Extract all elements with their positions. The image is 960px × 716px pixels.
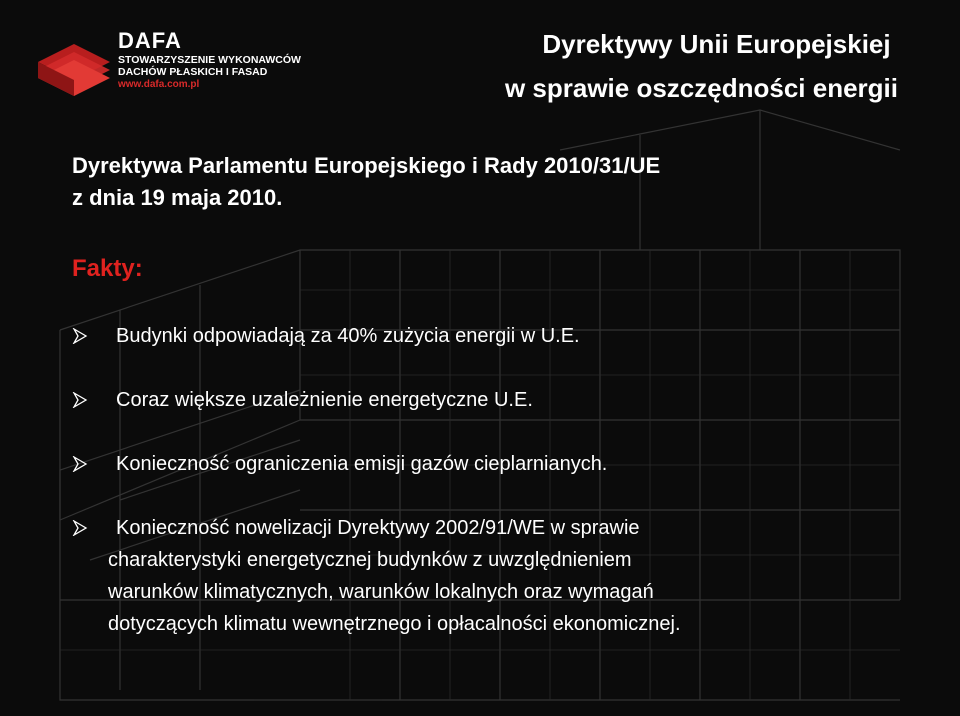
- arrowhead-bullet-icon: [72, 456, 88, 472]
- logo-org-line-2: DACHÓW PŁASKICH I FASAD: [118, 66, 268, 78]
- long-bullet-line-1: Konieczność nowelizacji Dyrektywy 2002/91/WE w sprawie: [116, 517, 640, 539]
- list-item: [72, 384, 932, 416]
- list-item: [72, 320, 932, 352]
- facts-heading: Fakty:: [72, 255, 143, 282]
- bullet-text: Coraz większe uzależnienie energetyczne U.E.: [116, 389, 533, 411]
- list-item: [72, 512, 932, 640]
- arrowhead-bullet-icon: [72, 328, 88, 344]
- logo-brand: DAFA: [118, 28, 182, 53]
- arrowhead-bullet-icon: [72, 392, 88, 408]
- directive-line-2: z dnia 19 maja 2010.: [72, 185, 283, 210]
- logo-url: www.dafa.com.pl: [118, 79, 200, 90]
- list-item: [72, 448, 932, 480]
- title-line-2: w sprawie oszczędności energii: [504, 73, 898, 103]
- long-bullet-line-2: charakterystyki energetycznej budynków z uwzględnieniem: [108, 549, 632, 571]
- directive-line-1: Dyrektywa Parlamentu Europejskiego i Rady 2010/31/UE: [72, 153, 661, 178]
- logo-text: [118, 28, 301, 90]
- slide-title: [505, 22, 898, 110]
- bullet-text: Konieczność ograniczenia emisji gazów cieplarnianych.: [116, 453, 608, 475]
- long-bullet-line-4: dotyczących klimatu wewnętrznego i opłacalności ekonomicznej.: [108, 613, 681, 635]
- logo-org-line-1: STOWARZYSZENIE WYKONAWCÓW: [118, 54, 301, 66]
- bullet-text: Budynki odpowiadają za 40% zużycia energii w U.E.: [116, 325, 580, 347]
- arrowhead-bullet-icon: [72, 520, 88, 536]
- facts-list: [72, 320, 932, 672]
- long-bullet-line-3: warunków klimatycznych, warunków lokalnych oraz wymagań: [108, 581, 654, 603]
- title-line-1: Dyrektywy Unii Europejskiej: [542, 29, 891, 59]
- directive-heading: [72, 150, 660, 214]
